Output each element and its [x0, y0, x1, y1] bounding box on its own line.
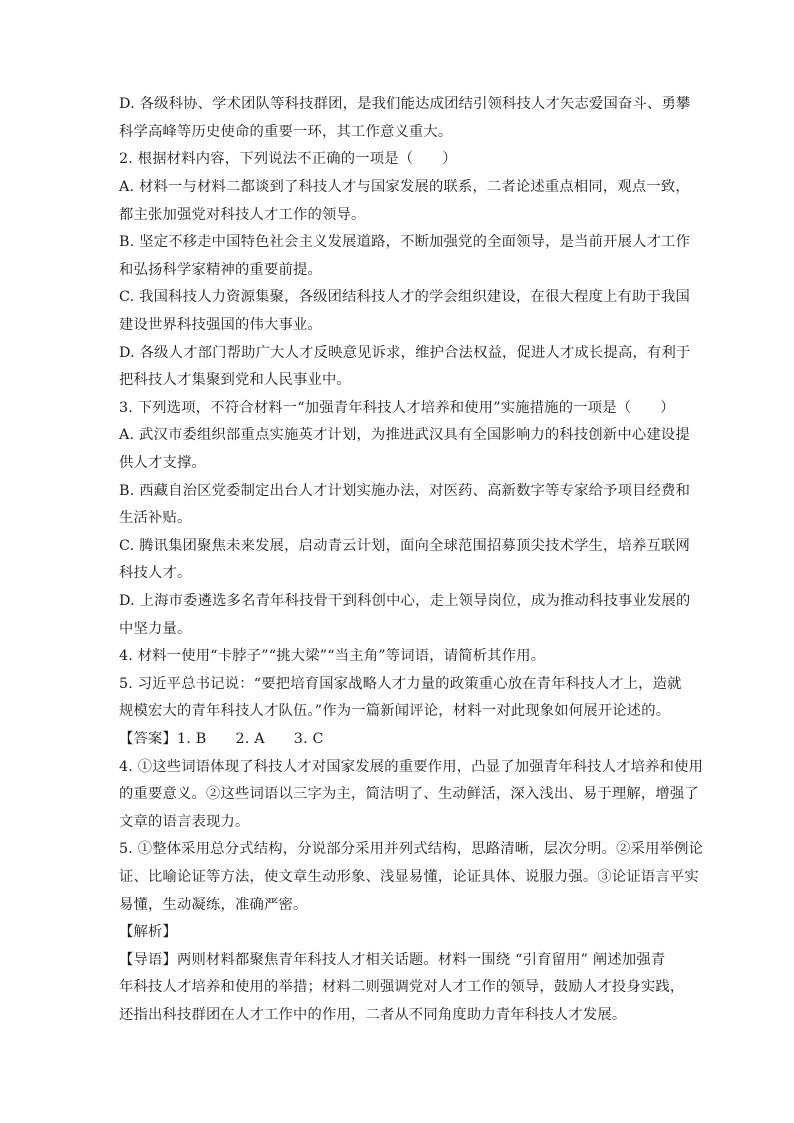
- q1-option-d-line1: D. 各级科协、学术团队等科技群团，是我们能达成团结引领科技人才矢志爱国奋斗、勇攀: [119, 96, 691, 112]
- q2-option-d-line1: D. 各级人才部门帮助广大人才反映意见诉求，维护合法权益，促进人才成长提高，有利于: [119, 345, 691, 361]
- answer4-line3: 文章的语言表现力。: [119, 814, 250, 830]
- q3-stem: 3. 下列选项，不符合材料一“加强青年科技人才培养和使用”实施措施的一项是（ ）: [119, 400, 675, 416]
- q2-option-d-line2: 把科技人才集聚到党和人民事业中。: [119, 372, 351, 388]
- answer-key: 【答案】1. B 2. A 3. C: [119, 731, 324, 747]
- guide-line1: 【导语】两则材料都聚焦青年科技人才相关话题。材料一围绕 “引育留用” 阐述加强青: [119, 952, 666, 968]
- q2-option-a-line2: 都主张加强党对科技人才工作的领导。: [119, 207, 366, 223]
- analysis-heading: 【解析】: [119, 924, 177, 940]
- q1-option-d-line2: 科学高峰等历史使命的重要一环，其工作意义重大。: [119, 124, 453, 140]
- answer5-line3: 易懂，生动凝练，准确严密。: [119, 897, 308, 913]
- answer4-line2: 的重要意义。②这些词语以三字为主，简洁明了、生动鲜活，深入浅出、易于理解，增强了: [119, 786, 699, 802]
- answer4-line1: 4. ①这些词语体现了科技人才对国家发展的重要作用，凸显了加强青年科技人才培养和使用: [119, 759, 704, 775]
- q5-line2: 规模宏大的青年科技人才队伍。”作为一篇新闻评论，材料一对此现象如何展开论述的。: [119, 703, 671, 719]
- q2-stem: 2. 根据材料内容，下列说法不正确的一项是（ ）: [119, 151, 457, 167]
- q3-option-c-line1: C. 腾讯集团聚焦未来发展，启动青云计划，面向全球范围招募顶尖技术学生，培养互联网: [119, 538, 690, 554]
- q3-option-d-line1: D. 上海市委遴选多名青年科技骨干到科创中心，走上领导岗位，成为推动科技事业发展的: [119, 593, 691, 609]
- q3-option-c-line2: 科技人才。: [119, 565, 192, 581]
- guide-line2: 年科技人才培养和使用的举措；材料二则强调党对人才工作的领导，鼓励人才投身实践，: [119, 979, 685, 995]
- q2-option-b-line1: B. 坚定不移走中国特色社会主义发展道路，不断加强党的全面领导，是当前开展人才工作: [119, 234, 691, 250]
- q3-option-b-line1: B. 西藏自治区党委制定出台人才计划实施办法，对医药、高新数字等专家给予项目经费和: [119, 483, 691, 499]
- q2-option-c-line2: 建设世界科技强国的伟大事业。: [119, 317, 322, 333]
- answer5-line2: 证、比喻论证等方法，使文章生动形象、浅显易懂，论证具体、说服力强。③论证语言平实: [119, 869, 699, 885]
- q5-line1: 5. 习近平总书记说：“要把培育国家战略人才力量的政策重心放在青年科技人才上，造就: [119, 676, 682, 692]
- answer5-line1: 5. ①整体采用总分式结构，分说部分采用并列式结构，思路清晰，层次分明。②采用举例论: [119, 841, 704, 857]
- q2-option-b-line2: 和弘扬科学家精神的重要前提。: [119, 262, 322, 278]
- q2-option-a-line1: A. 材料一与材料二都谈到了科技人才与国家发展的联系，二者论述重点相同，观点一致，: [119, 179, 690, 195]
- q3-option-b-line2: 生活补贴。: [119, 510, 192, 526]
- q2-option-c-line1: C. 我国科技人力资源集聚，各级团结科技人才的学会组织建设，在很大程度上有助于我国: [119, 289, 690, 305]
- q4-stem: 4. 材料一使用“卡脖子”“挑大梁”“当主角”等词语，请简析其作用。: [119, 648, 546, 664]
- guide-line3: 还指出科技群团在人才工作中的作用，二者从不同角度助力青年科技人才发展。: [119, 1007, 627, 1023]
- q3-option-d-line2: 中坚力量。: [119, 621, 192, 637]
- q3-option-a-line1: A. 武汉市委组织部重点实施英才计划，为推进武汉具有全国影响力的科技创新中心建设提: [119, 427, 690, 443]
- q3-option-a-line2: 供人才支撑。: [119, 455, 206, 471]
